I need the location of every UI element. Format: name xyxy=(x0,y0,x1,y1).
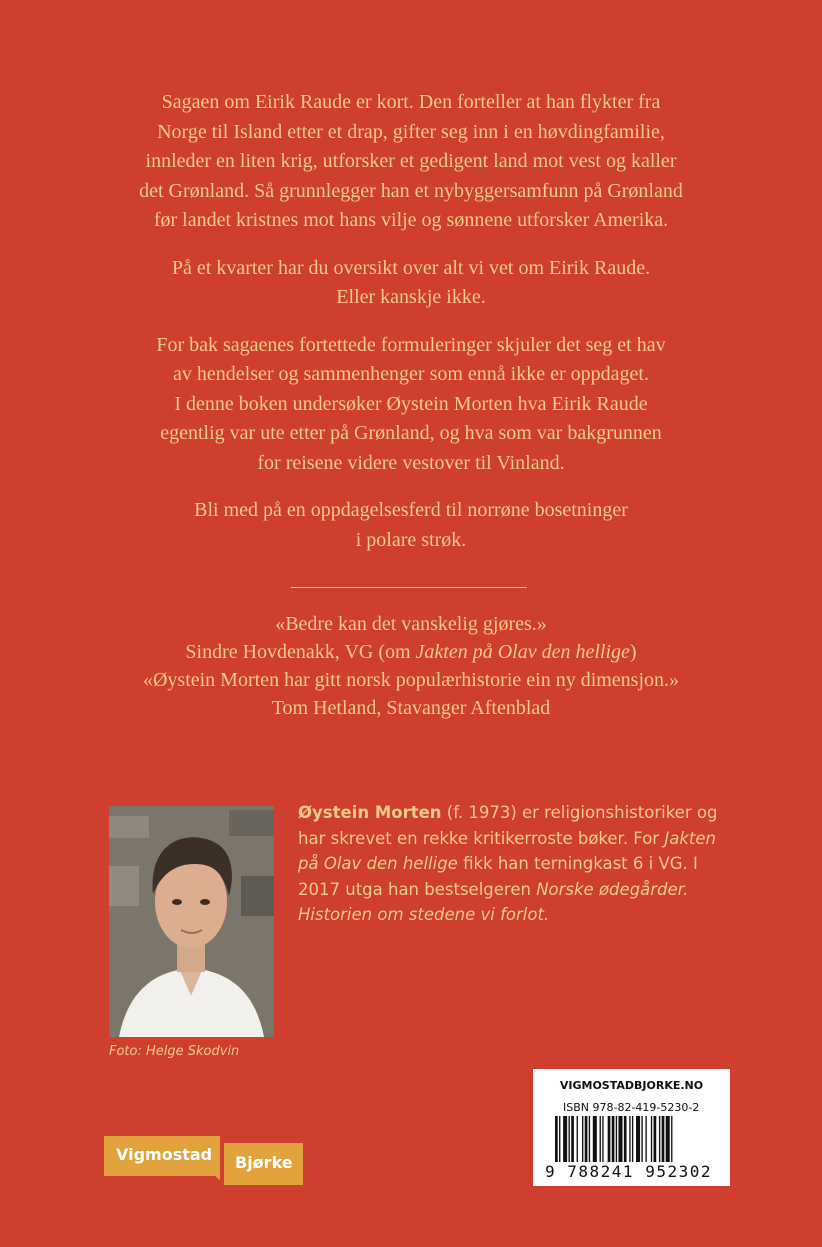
back-cover-blurb xyxy=(60,88,762,573)
author-bio xyxy=(298,800,728,928)
bio-book-title: Norske ødegårder. Historien om stedene vi forlot. xyxy=(298,879,694,924)
blurb-line: I denne boken undersøker Øystein Morten hva Eirik Raude xyxy=(174,392,648,415)
quote-1-text: «Bedre kan det vanskelig gjøres.» xyxy=(275,613,547,635)
blurb-line: egentlig var ute etter på Grønland, og hva som var bakgrunnen xyxy=(160,422,662,444)
isbn-text: ISBN 978-82-419-5230-2 xyxy=(563,1101,700,1114)
quote-2-text: «Øystein Morten har gitt norsk populærhistorie ein ny dimensjon.» xyxy=(142,669,680,691)
blurb-paragraph xyxy=(60,88,762,236)
review-quotes xyxy=(60,610,762,722)
blurb-line: Bli med på en oppdagelsesferd til norrøne bosetninger xyxy=(194,499,628,521)
author-photo xyxy=(109,806,274,1037)
blurb-line: før landet kristnes mot hans vilje og sønnene utforsker Amerika. xyxy=(153,209,669,231)
barcode-number: 9 788241 952302 xyxy=(545,1162,712,1181)
blurb-line: Sagaen om Eirik Raude er kort. Den forteller at han flykter fra xyxy=(161,91,661,113)
publisher-url: VIGMOSTADBJORKE.NO xyxy=(559,1079,704,1092)
blurb-line: Eller kanskje ikke. xyxy=(336,286,486,308)
publisher-logo-tail xyxy=(208,1170,220,1180)
photo-credit: Foto: Helge Skodvin xyxy=(109,1044,240,1059)
barcode-icon xyxy=(555,1116,705,1162)
bio-text: fikk han terningkast 6 i VG. I 2017 utga han bestselgeren xyxy=(298,854,704,899)
blurb-line: Norge til Island etter et drap, gifter seg inn i en høvdingfamilie, xyxy=(157,120,665,143)
bio-text: (f. 1973) er religionshistoriker og har skrevet en rekke kritikerroste bøker. For xyxy=(298,803,723,848)
blurb-line: for reisene videre vestover til Vinland. xyxy=(257,451,565,474)
blurb-line: i polare strøk. xyxy=(355,528,467,551)
blurb-paragraph xyxy=(60,254,762,313)
bio-book-title: Jakten på Olav den hellige xyxy=(298,828,722,873)
publisher-logo-text: Bjørke xyxy=(235,1153,293,1172)
publisher-logo-part2 xyxy=(224,1143,303,1185)
blurb-line: For bak sagaenes fortettede formuleringer skjuler det seg et hav xyxy=(156,333,666,356)
author-name: Øystein Morten xyxy=(298,803,442,822)
barcode-label xyxy=(533,1069,730,1186)
publisher-logo-part1 xyxy=(104,1136,220,1176)
quote-1-book-title: Jakten på Olav den hellige xyxy=(415,641,630,663)
publisher-logo-text: Vigmostad xyxy=(116,1145,213,1164)
blurb-paragraph xyxy=(60,331,762,479)
quote-1-source-name: Sindre Hovdenakk, VG (om xyxy=(185,641,416,663)
blurb-line: av hendelser og sammenhenger som ennå ikke er oppdaget. xyxy=(173,363,649,385)
divider-line xyxy=(291,587,527,588)
blurb-line: innleder en liten krig, utforsker et gedigent land mot vest og kaller xyxy=(145,150,677,172)
blurb-line: det Grønland. Så grunnlegger han et nybyggersamfunn på Grønland xyxy=(139,179,683,202)
blurb-line: På et kvarter har du oversikt over alt vi vet om Eirik Raude. xyxy=(171,256,651,279)
quote-1-source-close: ) xyxy=(629,641,637,663)
author-portrait-icon xyxy=(109,806,274,1037)
quote-1-source xyxy=(60,638,762,666)
quote-2-source: Tom Hetland, Stavanger Aftenblad xyxy=(271,697,551,719)
blurb-paragraph xyxy=(60,496,762,555)
